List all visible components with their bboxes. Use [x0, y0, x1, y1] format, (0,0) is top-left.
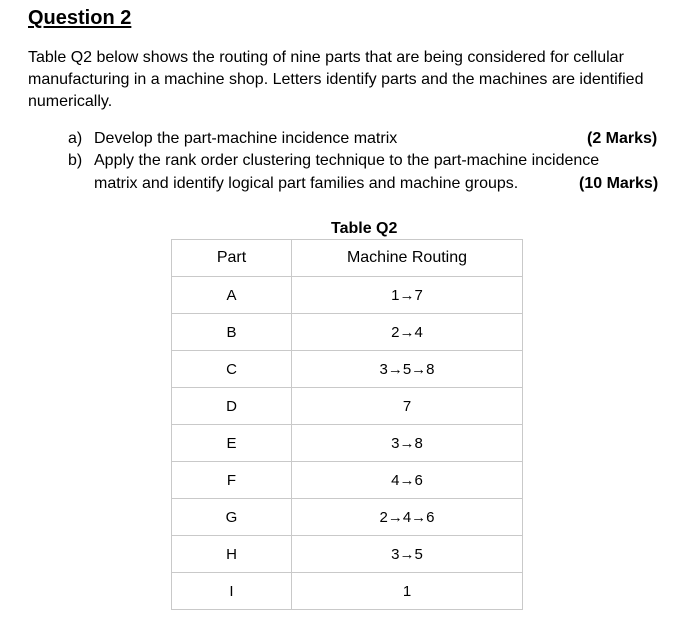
question-intro: Table Q2 below shows the routing of nine parts that are being considered for cellular manufacturing in a machine shop. Letters identify parts and the machines are identified numerically. [28, 49, 644, 110]
task-a-letter: a) [68, 130, 83, 147]
part-cell: D [172, 388, 292, 425]
task-b-text-line1: Apply the rank order clustering technique to the part-machine incidence [94, 152, 600, 169]
table-row [172, 499, 523, 536]
part-cell: F [172, 462, 292, 499]
header-part: Part [172, 240, 292, 277]
table-row [172, 462, 523, 499]
routing-cell: 4→6 [292, 462, 523, 499]
table-row [172, 277, 523, 314]
task-b-marks: (10 Marks) [579, 175, 659, 192]
routing-cell: 3→5→8 [292, 351, 523, 388]
table-row [172, 388, 523, 425]
part-cell: H [172, 536, 292, 573]
part-cell: B [172, 314, 292, 351]
part-cell: G [172, 499, 292, 536]
routing-cell: 3→5 [292, 536, 523, 573]
routing-cell: 3→8 [292, 425, 523, 462]
routing-cell: 2→4→6 [292, 499, 523, 536]
routing-table [171, 239, 523, 610]
task-b-letter: b) [68, 152, 83, 169]
table-row [172, 314, 523, 351]
table-header-row [172, 240, 523, 277]
header-machine-routing: Machine Routing [292, 240, 523, 277]
routing-cell: 7 [292, 388, 523, 425]
task-a-marks: (2 Marks) [587, 130, 658, 147]
table-row [172, 351, 523, 388]
table-caption: Table Q2 [331, 220, 398, 237]
routing-cell: 2→4 [292, 314, 523, 351]
table-row [172, 425, 523, 462]
table-row [172, 536, 523, 573]
part-cell: E [172, 425, 292, 462]
question-title: Question 2 [28, 7, 132, 29]
part-cell: A [172, 277, 292, 314]
task-b-text-line2: matrix and identify logical part families and machine groups. [94, 175, 519, 192]
task-a-text: Develop the part-machine incidence matrix [94, 130, 398, 147]
part-cell: C [172, 351, 292, 388]
part-cell: I [172, 573, 292, 610]
routing-cell: 1 [292, 573, 523, 610]
table-row [172, 573, 523, 610]
routing-cell: 1→7 [292, 277, 523, 314]
